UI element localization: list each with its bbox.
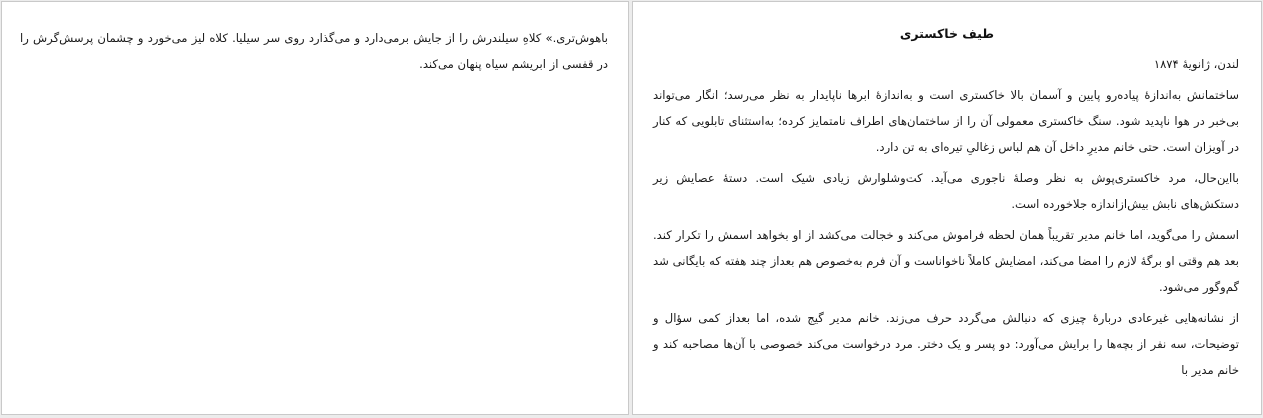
paragraph: باهوش‌تری.» کلاهِ سیلندرش را از جایش برمی‌دارد و می‌گذارد روی سر سیلیا. کلاه لیز می‌خورد و چشمان پرسش‌گرش را در قفسی از ابریشم سیاه پنهان می‌کند. — [20, 31, 608, 71]
right-page-body — [653, 82, 1239, 388]
paragraph: از نشانه‌هایی غیرعادی دربارهٔ چیزی که دنبالش می‌گردد حرف می‌زند. خانم مدیر گیج شده، اما بعداز کمی سؤال و توضیحات، سه نفر از بچه‌ها را برایش می‌آورد: دو پسر و یک دختر. مرد درخواست می‌کند خصوصی با آن‌ها مصاحبه کند و خانم مدیر با — [653, 311, 1239, 377]
chapter-title: طیف خاکستری — [899, 26, 995, 41]
left-page — [1, 1, 629, 415]
paragraph: بااین‌حال، مرد خاکستری‌پوش به نظر وصلهٔ ناجوری می‌آید. کت‌وشلوارش زیادی شیک است. دستهٔ عصایش زیر دستکش‌های نابش بیش‌ازاندازه جلاخورده است. — [653, 171, 1239, 211]
left-page-body — [20, 25, 608, 82]
paragraph: ساختمانش به‌اندازهٔ پیاده‌رو پایین و آسمان بالا خاکستری است و به‌اندازهٔ ابرها ناپایدار به نظر می‌رسد؛ انگار می‌تواند بی‌خبر در هوا ناپدید شود. سنگ خاکستری معمولی آن را از ساختمان‌های اطراف نامتمایز کرده؛ به‌استثنای تابلویی که کنار در آویزان است. حتی خانم مدیرِ داخل آن هم لباس زغالیِ تیره‌ای به تن دارد. — [653, 88, 1239, 154]
right-page — [632, 1, 1262, 415]
dateline: لندن، ژانویهٔ ۱۸۷۴ — [1153, 57, 1239, 71]
paragraph: اسمش را می‌گوید، اما خانم مدیر تقریباً همان لحظه فراموش می‌کند و خجالت می‌کشد از او بخواهد اسمش را تکرار کند. بعد هم وقتی او برگهٔ لازم را امضا می‌کند، امضایش کاملاً ناخواناست و آن فرم به‌خصوص هم بعداز چند هفته که بایگانی شد گم‌وگور می‌شود. — [653, 228, 1239, 294]
